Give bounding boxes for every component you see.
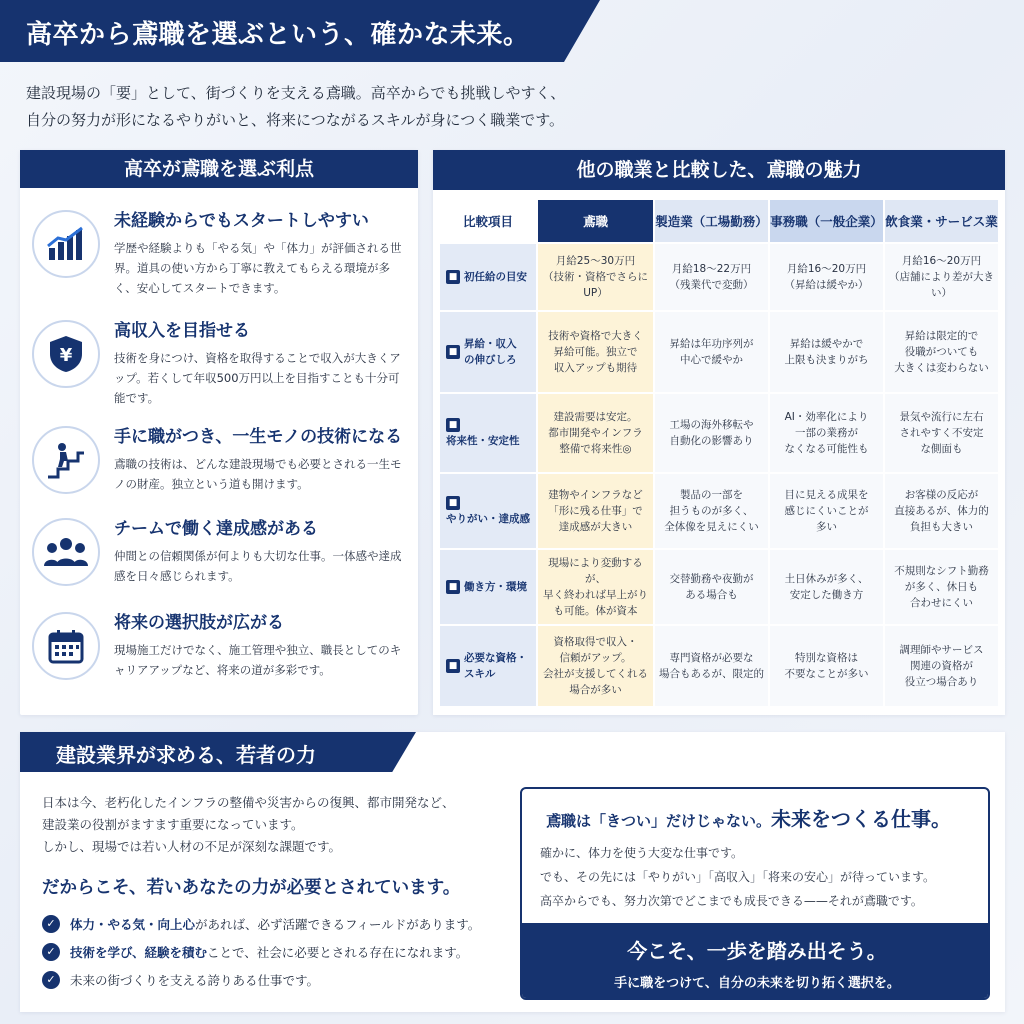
cta-title bbox=[546, 803, 976, 832]
row-label bbox=[440, 626, 536, 706]
table-row bbox=[440, 474, 998, 548]
check-text: ことで、社会に必要とされる存在になれます。 bbox=[207, 945, 469, 960]
row-label bbox=[440, 550, 536, 624]
table-row bbox=[440, 626, 998, 706]
row-icon: ■ bbox=[446, 418, 460, 432]
table-cell: 資格取得で収入・ 信頼がアップ。 会社が支援してくれる 場合が多い bbox=[538, 626, 653, 706]
row-icon: ■ bbox=[446, 270, 460, 284]
table-cell: 製品の一部を 担うものが多く、 全体像を見えにくい bbox=[655, 474, 768, 548]
table-cell: AI・効率化により 一部の業務が なくなる可能性も bbox=[770, 394, 883, 472]
row-icon: ■ bbox=[446, 659, 460, 673]
intro-text bbox=[26, 80, 986, 134]
benefits-title: 高卒が鳶職を選ぶ利点 bbox=[20, 150, 418, 188]
table-cell: 月給18〜22万円 （残業代で変動） bbox=[655, 244, 768, 310]
benefit-desc: 仲間との信頼関係が何よりも大切な仕事。一体感や達成感を日々感じられます。 bbox=[114, 549, 402, 583]
bottom-subtitle: だからこそ、若いあなたの力が必要とされています。 bbox=[42, 878, 461, 898]
benefit-desc: 学歴や経験よりも「やる気」や「体力」が評価される世界。道具の使い方から丁寧に教えてもらえる環境が多く、安心してスタートできます。 bbox=[114, 241, 402, 295]
bottom-body-line: 建設業の役割がますます重要になっています。 bbox=[42, 817, 304, 832]
table-row bbox=[440, 394, 998, 472]
benefit-title: 高収入を目指せる bbox=[114, 321, 250, 341]
table-cell: 昇給は年功序列が 中心で緩やか bbox=[655, 312, 768, 392]
row-icon: ■ bbox=[446, 496, 460, 510]
page-title: 高卒から鳶職を選ぶという、確かな未来。 bbox=[26, 20, 530, 50]
benefit-item bbox=[20, 606, 418, 702]
table-cell: 建設需要は安定。 都市開発やインフラ 整備で将来性◎ bbox=[538, 394, 653, 472]
table-cell: 専門資格が必要な 場合もあるが、限定的 bbox=[655, 626, 768, 706]
check-item bbox=[42, 910, 512, 938]
row-icon: ■ bbox=[446, 580, 460, 594]
cta-title-b: 未来をつくる仕事。 bbox=[771, 807, 952, 831]
benefit-item bbox=[20, 314, 418, 410]
check-item bbox=[42, 938, 512, 966]
row-label bbox=[440, 394, 536, 472]
bottom-body bbox=[42, 792, 512, 858]
benefit-title: 将来の選択肢が広がる bbox=[114, 613, 284, 633]
row-label-text: 昇給・収入 の伸びしろ bbox=[464, 338, 517, 366]
cta-line: 確かに、体力を使う大変な仕事です。 bbox=[540, 846, 744, 860]
row-label-text: 初任給の目安 bbox=[464, 271, 527, 283]
table-row bbox=[440, 550, 998, 624]
table-cell: 現場により変動するが、 早く終われば早上がり も可能。体が資本 bbox=[538, 550, 653, 624]
cta-line: 高卒からでも、努力次第でどこまでも成長できる——それが鳶職です。 bbox=[540, 894, 923, 908]
benefit-item bbox=[20, 420, 418, 516]
stairs-climber-icon bbox=[32, 426, 100, 494]
row-label bbox=[440, 474, 536, 548]
benefits-panel bbox=[20, 150, 418, 715]
header-cell: 比較項目 bbox=[440, 200, 536, 242]
table-cell: 不規則なシフト勤務 が多く、休日も 合わせにくい bbox=[885, 550, 998, 624]
svg-text:¥: ¥ bbox=[59, 345, 73, 366]
check-item bbox=[42, 966, 512, 994]
check-icon: ✓ bbox=[42, 943, 60, 961]
table-cell: 建物やインフラなど 「形に残る仕事」で 達成感が大きい bbox=[538, 474, 653, 548]
bottom-panel bbox=[20, 732, 1005, 1012]
table-cell: 景気や流行に左右 されやすく不安定 な側面も bbox=[885, 394, 998, 472]
table-cell: 調理師やサービス 関連の資格が 役立つ場合あり bbox=[885, 626, 998, 706]
cta-title-a: 鳶職は「きつい」だけじゃない。 bbox=[546, 812, 772, 830]
comparison-title: 他の職業と比較した、鳶職の魅力 bbox=[433, 150, 1005, 190]
table-cell: お客様の反応が 直接あるが、体力的 負担も大きい bbox=[885, 474, 998, 548]
benefit-desc: 技術を身につけ、資格を取得することで収入が大きくアップ。若くして年収500万円以上を目指すことも十分可能です。 bbox=[114, 351, 401, 405]
benefit-desc: 鳶職の技術は、どんな建設現場でも必要とされる一生モノの財産。独立という道も開けます。 bbox=[114, 457, 402, 491]
table-cell: 目に見える成果を 感じにくいことが 多い bbox=[770, 474, 883, 548]
benefit-title: 未経験からでもスタートしやすい bbox=[114, 211, 369, 231]
cta-line: でも、その先には「やりがい」「高収入」「将来の安心」が待っています。 bbox=[540, 870, 936, 884]
check-list bbox=[42, 910, 512, 994]
row-label-text: やりがい・達成感 bbox=[446, 513, 530, 525]
intro-line-2: 自分の努力が形になるやりがいと、将来につながるスキルが身につく職業です。 bbox=[26, 111, 565, 129]
cta-band-subline: 手に職をつけて、自分の未来を切り拓く選択を。 bbox=[614, 976, 900, 991]
comparison-table bbox=[438, 198, 1000, 708]
growth-chart-icon bbox=[32, 210, 100, 278]
table-cell: 月給16〜20万円 （昇給は緩やか） bbox=[770, 244, 883, 310]
bottom-body-line: しかし、現場では若い人材の不足が深刻な課題です。 bbox=[42, 839, 342, 854]
bottom-title: 建設業界が求める、若者の力 bbox=[56, 743, 316, 767]
row-label-text: 将来性・安定性 bbox=[446, 435, 520, 447]
table-cell: 月給16〜20万円 （店舗により差が大きい） bbox=[885, 244, 998, 310]
table-row bbox=[440, 244, 998, 310]
header-cell: 事務職（一般企業） bbox=[770, 200, 883, 242]
header-cell: 製造業（工場勤務） bbox=[655, 200, 768, 242]
cta-band-headline: 今こそ、一歩を踏み出そう。 bbox=[627, 939, 887, 963]
cta-band bbox=[522, 923, 990, 1000]
cta-box bbox=[520, 787, 990, 1000]
benefit-title: 手に職がつき、一生モノの技術になる bbox=[114, 427, 403, 447]
check-highlight: 技術を学び、経験を積む bbox=[70, 945, 208, 960]
header-cell: 鳶職 bbox=[538, 200, 653, 242]
table-cell: 昇給は限定的で 役職がついても 大きくは変わらない bbox=[885, 312, 998, 392]
table-cell: 工場の海外移転や 自動化の影響あり bbox=[655, 394, 768, 472]
row-icon: ■ bbox=[446, 345, 460, 359]
table-header-row bbox=[440, 200, 998, 242]
check-text: 未来の街づくりを支える誇りある仕事です。 bbox=[70, 973, 320, 988]
bottom-body-line: 日本は今、老朽化したインフラの整備や災害からの復興、都市開発など、 bbox=[42, 795, 455, 810]
row-label bbox=[440, 244, 536, 310]
yen-shield-icon bbox=[32, 320, 100, 388]
row-label-text: 働き方・環境 bbox=[464, 581, 527, 593]
row-label bbox=[440, 312, 536, 392]
benefit-desc: 現場施工だけでなく、施工管理や独立、職長としてのキャリアアップなど、将来の道が多彩です。 bbox=[114, 643, 402, 677]
header-cell: 飲食業・サービス業 bbox=[885, 200, 998, 242]
benefit-item bbox=[20, 512, 418, 608]
table-cell: 土日休みが多く、 安定した働き方 bbox=[770, 550, 883, 624]
table-cell: 昇給は緩やかで 上限も決まりがち bbox=[770, 312, 883, 392]
table-cell: 特別な資格は 不要なことが多い bbox=[770, 626, 883, 706]
cta-body bbox=[540, 841, 980, 913]
calendar-icon bbox=[32, 612, 100, 680]
benefit-item bbox=[20, 204, 418, 300]
team-icon bbox=[32, 518, 100, 586]
table-cell: 月給25〜30万円 （技術・資格でさらにUP） bbox=[538, 244, 653, 310]
check-icon: ✓ bbox=[42, 971, 60, 989]
check-icon: ✓ bbox=[42, 915, 60, 933]
row-label-text: 必要な資格・ スキル bbox=[464, 652, 527, 680]
table-cell: 技術や資格で大きく 昇給可能。独立で 収入アップも期待 bbox=[538, 312, 653, 392]
table-cell: 交替勤務や夜勤が ある場合も bbox=[655, 550, 768, 624]
check-highlight: 体力・やる気・向上心 bbox=[70, 917, 196, 932]
intro-line-1: 建設現場の「要」として、街づくりを支える鳶職。高卒からでも挑戦しやすく、 bbox=[26, 84, 566, 102]
benefit-title: チームで働く達成感がある bbox=[114, 519, 318, 539]
table-row bbox=[440, 312, 998, 392]
comparison-panel bbox=[433, 150, 1005, 715]
check-text: があれば、必ず活躍できるフィールドがあります。 bbox=[195, 917, 481, 932]
